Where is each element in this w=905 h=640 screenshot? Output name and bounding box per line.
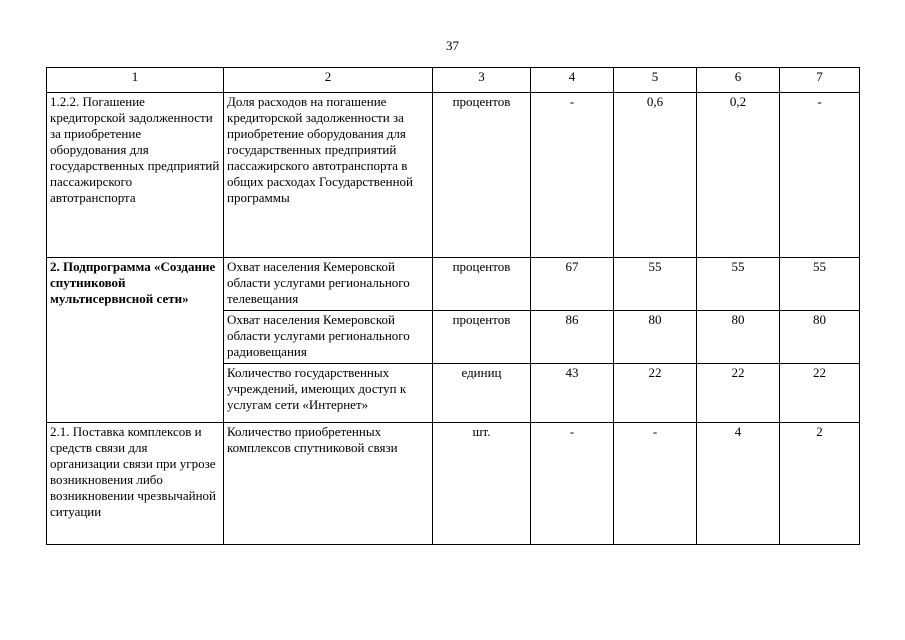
header-cell-3: 3 xyxy=(433,68,531,93)
unit-cell: процентов xyxy=(433,93,531,258)
subprogram-name-cell: 2. Подпрограмма «Создание спутниковой мультисервисной сети» xyxy=(47,258,224,423)
table-header-row xyxy=(47,68,860,93)
value-cell: 80 xyxy=(780,311,860,364)
header-cell-5: 5 xyxy=(614,68,697,93)
value-cell: 22 xyxy=(614,364,697,423)
value-cell: 67 xyxy=(531,258,614,311)
value-cell: 2 xyxy=(780,423,860,545)
value-cell: 0,6 xyxy=(614,93,697,258)
indicator-name-cell: Количество государственных учреждений, имеющих доступ к услугам сети «Интернет» xyxy=(224,364,433,423)
measure-name-cell: 2.1. Поставка комплексов и средств связи для организации связи при угрозе возникновения либо возникновении чрезвычайной ситуации xyxy=(47,423,224,545)
value-cell: 4 xyxy=(697,423,780,545)
measure-name-cell: 1.2.2. Погашение кредиторской задолженности за приобретение оборудования для государственных предприятий пассажирского автотранспорта xyxy=(47,93,224,258)
unit-cell: процентов xyxy=(433,311,531,364)
unit-cell: процентов xyxy=(433,258,531,311)
indicator-name-cell: Охват населения Кемеровской области услугами регионального радиовещания xyxy=(224,311,433,364)
header-cell-2: 2 xyxy=(224,68,433,93)
header-cell-7: 7 xyxy=(780,68,860,93)
value-cell: 0,2 xyxy=(697,93,780,258)
table-row xyxy=(47,423,860,545)
value-cell: - xyxy=(614,423,697,545)
indicator-name-cell: Доля расходов на погашение кредиторской задолженности за приобретение оборудования для государственных предприятий пассажирского автотранспорта в общих расходах Государственной программы xyxy=(224,93,433,258)
value-cell: 80 xyxy=(614,311,697,364)
table-row xyxy=(47,93,860,258)
header-cell-4: 4 xyxy=(531,68,614,93)
value-cell: 43 xyxy=(531,364,614,423)
value-cell: 55 xyxy=(780,258,860,311)
value-cell: 86 xyxy=(531,311,614,364)
value-cell: - xyxy=(531,423,614,545)
value-cell: 80 xyxy=(697,311,780,364)
unit-cell: шт. xyxy=(433,423,531,545)
value-cell: 55 xyxy=(614,258,697,311)
value-cell: 55 xyxy=(697,258,780,311)
value-cell: 22 xyxy=(697,364,780,423)
value-cell: - xyxy=(531,93,614,258)
header-cell-1: 1 xyxy=(47,68,224,93)
indicator-name-cell: Охват населения Кемеровской области услугами регионального телевещания xyxy=(224,258,433,311)
table-row xyxy=(47,258,860,311)
value-cell: - xyxy=(780,93,860,258)
header-cell-6: 6 xyxy=(697,68,780,93)
indicator-table xyxy=(46,67,860,545)
value-cell: 22 xyxy=(780,364,860,423)
indicator-name-cell: Количество приобретенных комплексов спутниковой связи xyxy=(224,423,433,545)
unit-cell: единиц xyxy=(433,364,531,423)
page-number: 37 xyxy=(446,38,459,53)
